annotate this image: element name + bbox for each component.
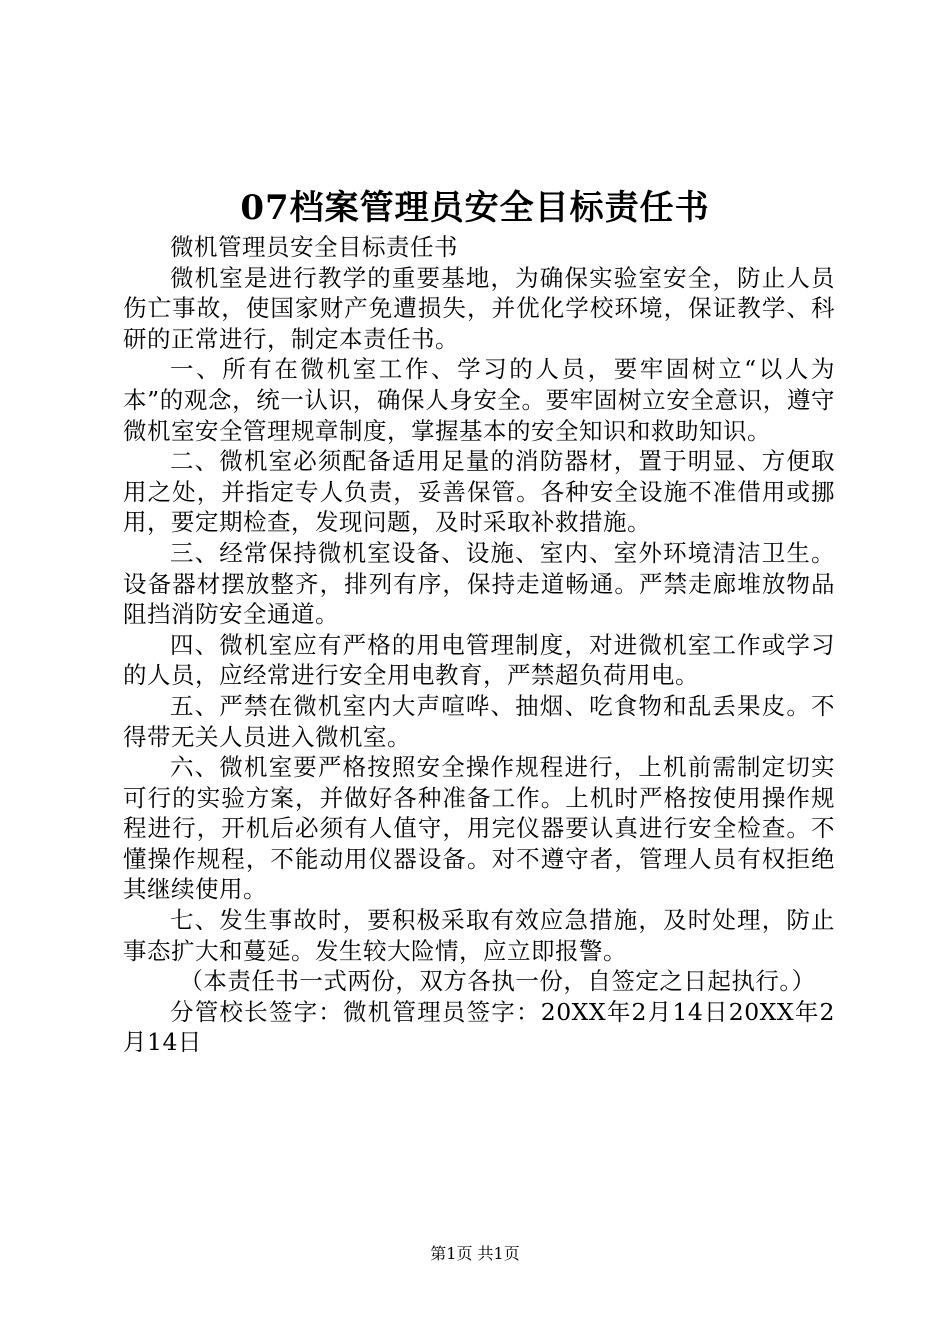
body-paragraph-signatures: 分管校长签字：微机管理员签字：20XX年2月14日20XX年2月14日 xyxy=(123,997,835,1057)
body-paragraph-item-5: 五、严禁在微机室内大声喧哗、抽烟、吃食物和乱丢果皮。不得带无关人员进入微机室。 xyxy=(123,691,835,751)
body-paragraph-item-1: 一、所有在微机室工作、学习的人员，要牢固树立“以人为本”的观念，统一认识，确保人身安全。要牢固树立安全意识，遵守微机室安全管理规章制度，掌握基本的安全知识和救助知识。 xyxy=(123,355,835,445)
body-paragraph-item-3: 三、经常保持微机室设备、设施、室内、室外环境清洁卫生。设备器材摆放整齐，排列有序，保持走道畅通。严禁走廊堆放物品阻挡消防安全通道。 xyxy=(123,538,835,629)
body-paragraph-item-7: 七、发生事故时，要积极采取有效应急措施，及时处理，防止事态扩大和蔓延。发生较大险情，应立即报警。 xyxy=(123,906,835,965)
body-paragraph-item-2: 二、微机室必须配备适用足量的消防器材，置于明显、方便取用之处，并指定专人负责，妥善保管。各种安全设施不准借用或挪用，要定期检查，发现问题，及时采取补救措施。 xyxy=(123,447,835,537)
document-body xyxy=(123,232,835,1058)
body-paragraph-subtitle: 微机管理员安全目标责任书 xyxy=(170,233,458,261)
body-paragraph-item-4: 四、微机室应有严格的用电管理制度，对进微机室工作或学习的人员，应经常进行安全用电教育，严禁超负荷用电。 xyxy=(123,630,835,690)
document-title: 07档案管理员安全目标责任书 xyxy=(240,188,710,228)
body-paragraph-intro: 微机室是进行教学的重要基地，为确保实验室安全，防止人员伤亡事故，使国家财产免遭损失，并优化学校环境，保证教学、科研的正常进行，制定本责任书。 xyxy=(123,263,835,353)
body-paragraph-item-6: 六、微机室要严格按照安全操作规程进行，上机前需制定切实可行的实验方案，并做好各种准备工作。上机时严格按使用操作规程进行，开机后必须有人值守，用完仪器要认真进行安全检查。不懂操作规程，不能动用仪器设备。对不遵守者，管理人员有权拒绝其继续使用。 xyxy=(123,753,835,904)
page-footer: 第1页 共1页 xyxy=(430,1244,520,1263)
body-paragraph-note: （本责任书一式两份，双方各执一份，自签定之日起执行。） xyxy=(179,967,816,996)
